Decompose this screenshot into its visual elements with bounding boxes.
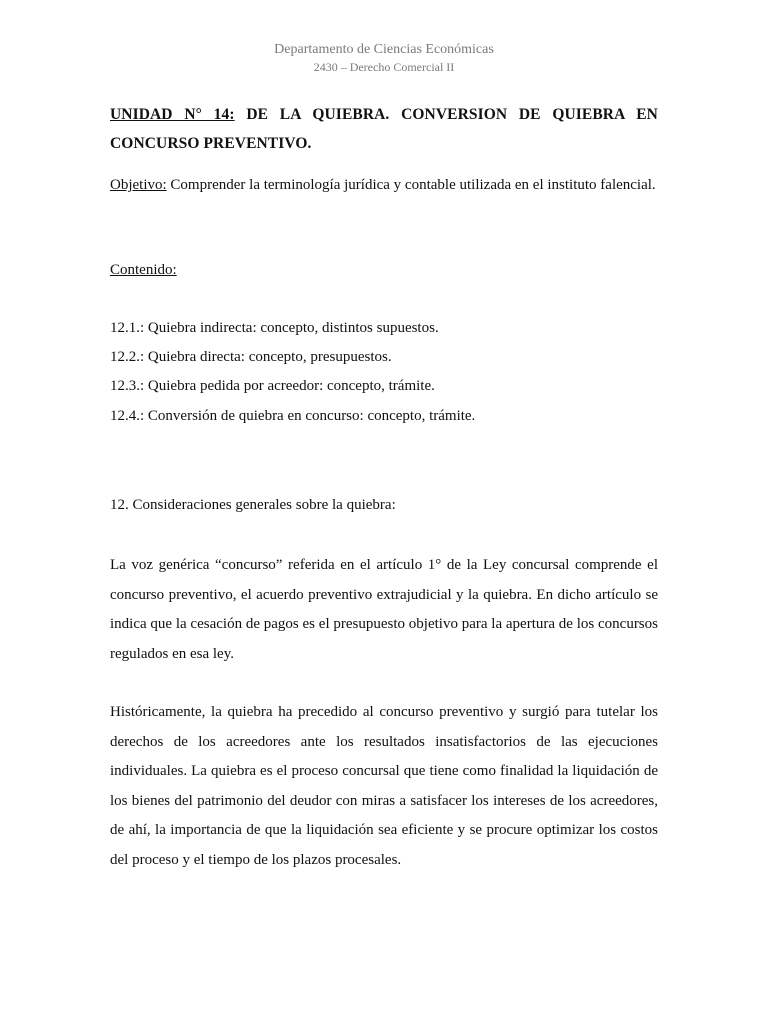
content-label: Contenido: xyxy=(110,262,177,278)
department-header: Departamento de Ciencias Económicas xyxy=(274,42,494,57)
content-item: 12.4.: Conversión de quiebra en concurso: concepto, trámite. xyxy=(110,408,476,424)
content-item: 12.3.: Quiebra pedida por acreedor: concepto, trámite. xyxy=(110,378,435,394)
course-header: 2430 – Derecho Comercial II xyxy=(313,60,455,74)
section-paragraph: La voz genérica “concurso” referida en el artículo 1° de la Ley concursal comprende el concurso preventivo, el acuerdo preventivo extrajudicial y la quiebra. En dicho artículo se indica que la cesación de pagos es el presupuesto objetivo para la apertura de los concursos regulados en esa ley. xyxy=(110,557,658,662)
unit-title xyxy=(110,100,658,158)
objective-text: Comprender la terminología jurídica y contable utilizada en el instituto falencial. xyxy=(170,177,656,193)
content-item: 12.1.: Quiebra indirecta: concepto, distintos supuestos. xyxy=(110,320,439,336)
section-heading: 12. Consideraciones generales sobre la quiebra: xyxy=(110,497,396,513)
unit-label: UNIDAD N° 14: xyxy=(110,106,235,123)
objective-label: Objetivo: xyxy=(110,177,167,193)
content-item: 12.2.: Quiebra directa: concepto, presupuestos. xyxy=(110,349,392,365)
unit-title-text: DE LA QUIEBRA. CONVERSION DE QUIEBRA EN CONCURSO PREVENTIVO. xyxy=(110,106,658,152)
section-paragraph: Históricamente, la quiebra ha precedido al concurso preventivo y surgió para tutelar los derechos de los acreedores ante los resultados insatisfactorios de las ejecuciones individuales. La quiebra es el proceso concursal que tiene como finalidad la liquidación de los bienes del patrimonio del deudor con miras a satisfacer los intereses de los acreedores, de ahí, la importancia de que la liquidación sea eficiente y se procure optimizar los costos del proceso y el tiempo de los plazos procesales. xyxy=(110,704,658,868)
objective-paragraph xyxy=(110,171,658,201)
